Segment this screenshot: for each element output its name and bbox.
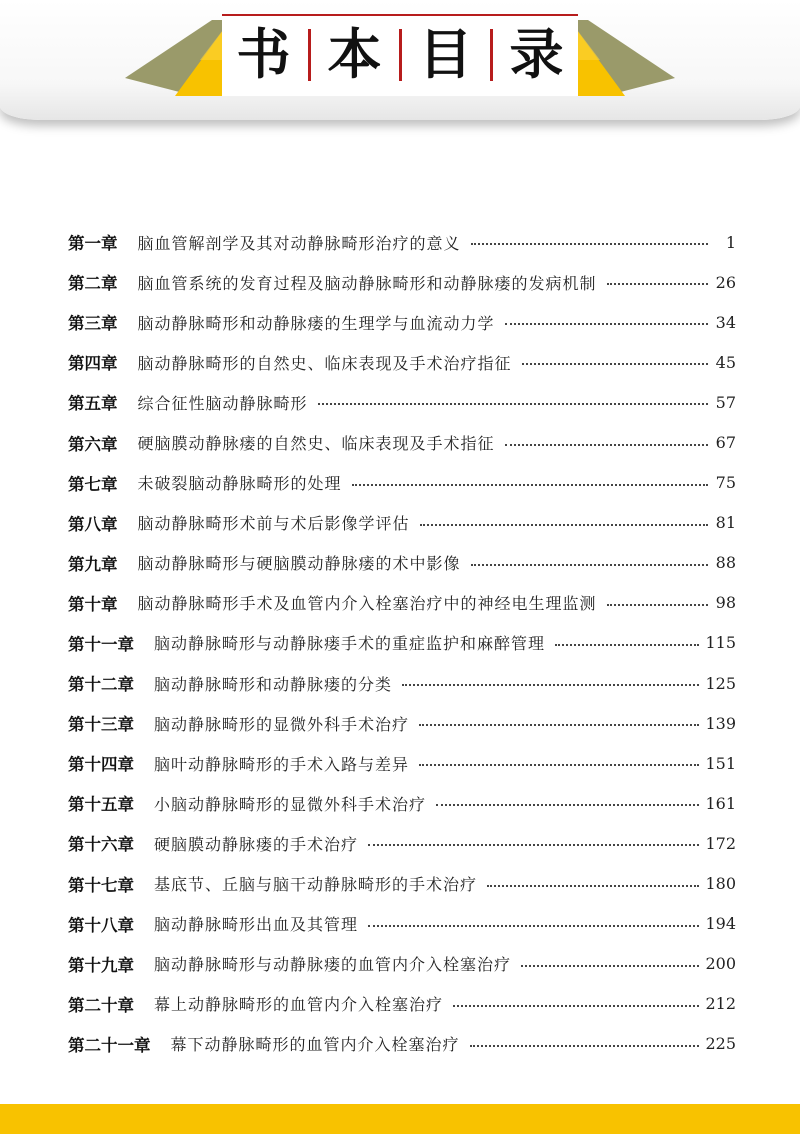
toc-entry (68, 342, 736, 382)
page-number: 75 (715, 473, 736, 493)
chapter-title: 综合征性脑动静脉畸形 (137, 393, 308, 413)
dot-leader (436, 804, 699, 806)
dot-leader (471, 564, 708, 566)
chapter-label: 第二章 (68, 274, 118, 294)
dot-leader (470, 1045, 700, 1047)
dot-leader (487, 885, 699, 887)
dot-leader (522, 363, 708, 365)
page-number: 151 (705, 753, 736, 773)
chapter-label: 第十一章 (68, 634, 134, 654)
chapter-title: 脑叶动静脉畸形的手术入路与差异 (154, 754, 410, 774)
chapter-title: 硬脑膜动静脉瘘的自然史、临床表现及手术指征 (137, 434, 495, 454)
chapter-label: 第十五章 (68, 795, 134, 815)
chapter-title: 脑血管解剖学及其对动静脉畸形治疗的意义 (137, 233, 461, 253)
chapter-title: 脑动静脉畸形手术及血管内介入栓塞治疗中的神经电生理监测 (137, 594, 597, 614)
page-number: 88 (715, 553, 736, 573)
toc-entry (68, 703, 736, 743)
chapter-label: 第十四章 (68, 755, 134, 775)
dot-leader (505, 323, 708, 325)
footer-band (0, 1104, 800, 1134)
page-number: 34 (715, 312, 736, 332)
chapter-title: 基底节、丘脑与脑干动静脉畸形的手术治疗 (154, 875, 478, 895)
dot-leader (368, 925, 699, 927)
toc-entry (68, 302, 736, 342)
dot-leader (419, 764, 699, 766)
dot-leader (555, 644, 699, 646)
toc-entry (68, 262, 736, 302)
page-number: 115 (705, 633, 736, 653)
page-number: 225 (705, 1034, 736, 1054)
toc-entry (68, 463, 736, 503)
dot-leader (368, 844, 699, 846)
chapter-label: 第十六章 (68, 835, 134, 855)
page-title (0, 14, 800, 96)
dot-leader (419, 724, 699, 726)
chapter-label: 第六章 (68, 434, 118, 454)
dot-leader (420, 524, 708, 526)
toc-entry (68, 864, 736, 904)
toc-entry (68, 783, 736, 823)
title-separator (308, 29, 311, 81)
page-number: 212 (705, 994, 736, 1014)
page-number: 200 (705, 954, 736, 974)
chapter-title: 幕下动静脉畸形的血管内介入栓塞治疗 (170, 1035, 460, 1055)
chapter-title: 脑动静脉畸形的显微外科手术治疗 (154, 714, 410, 734)
page-number: 194 (705, 914, 736, 934)
chapter-title: 小脑动静脉畸形的显微外科手术治疗 (154, 794, 427, 814)
chapter-label: 第二十章 (68, 995, 134, 1015)
toc-entry (68, 422, 736, 462)
toc-entry (68, 1024, 736, 1064)
chapter-title: 脑动静脉畸形出血及其管理 (154, 915, 359, 935)
chapter-title: 脑动静脉畸形与硬脑膜动静脉瘘的术中影像 (137, 554, 461, 574)
chapter-label: 第四章 (68, 354, 118, 374)
chapter-label: 第十三章 (68, 715, 134, 735)
title-char: 录 (509, 23, 564, 86)
page-number: 125 (705, 673, 736, 693)
page-number: 57 (715, 392, 736, 412)
chapter-title: 脑动静脉畸形与动静脉瘘手术的重症监护和麻醉管理 (154, 634, 546, 654)
dot-leader (505, 444, 708, 446)
page-number: 98 (715, 593, 736, 613)
dot-leader (607, 283, 708, 285)
page-number: 81 (715, 513, 736, 533)
chapter-label: 第五章 (68, 394, 118, 414)
toc-entry (68, 503, 736, 543)
page-number: 26 (715, 272, 736, 292)
chapter-title: 未破裂脑动静脉畸形的处理 (137, 474, 342, 494)
toc-entry (68, 583, 736, 623)
dot-leader (453, 1005, 699, 1007)
dot-leader (521, 965, 699, 967)
chapter-title: 脑动静脉畸形的自然史、临床表现及手术治疗指征 (137, 353, 512, 373)
chapter-label: 第九章 (68, 554, 118, 574)
title-separator (490, 29, 493, 81)
dot-leader (352, 484, 708, 486)
chapter-label: 第七章 (68, 474, 118, 494)
toc-entry (68, 222, 736, 262)
chapter-label: 第一章 (68, 234, 118, 254)
table-of-contents (68, 222, 736, 1064)
chapter-title: 幕上动静脉畸形的血管内介入栓塞治疗 (154, 995, 444, 1015)
page-number: 180 (705, 874, 736, 894)
page-number: 1 (725, 232, 736, 252)
dot-leader (471, 243, 708, 245)
toc-entry (68, 382, 736, 422)
dot-leader (402, 684, 699, 686)
toc-entry (68, 904, 736, 944)
chapter-label: 第十章 (68, 594, 118, 614)
chapter-title: 脑血管系统的发育过程及脑动静脉畸形和动静脉瘘的发病机制 (137, 273, 597, 293)
chapter-title: 硬脑膜动静脉瘘的手术治疗 (154, 834, 359, 854)
toc-entry (68, 944, 736, 984)
chapter-title: 脑动静脉畸形和动静脉瘘的分类 (154, 674, 393, 694)
page-number: 67 (715, 433, 736, 453)
dot-leader (607, 604, 708, 606)
toc-entry (68, 623, 736, 663)
chapter-label: 第十二章 (68, 675, 134, 695)
page-number: 161 (705, 793, 736, 813)
page-number: 139 (705, 713, 736, 733)
title-char: 书 (236, 23, 291, 86)
chapter-title: 脑动静脉畸形术前与术后影像学评估 (137, 514, 410, 534)
chapter-label: 第三章 (68, 314, 118, 334)
chapter-title: 脑动静脉畸形和动静脉瘘的生理学与血流动力学 (137, 313, 495, 333)
toc-entry (68, 823, 736, 863)
title-char: 本 (327, 23, 382, 86)
title-separator (399, 29, 402, 81)
chapter-label: 第十七章 (68, 875, 134, 895)
chapter-label: 第十九章 (68, 955, 134, 975)
toc-entry (68, 984, 736, 1024)
page-number: 45 (715, 352, 736, 372)
toc-entry (68, 663, 736, 703)
title-char: 目 (418, 23, 473, 86)
toc-entry (68, 543, 736, 583)
dot-leader (318, 403, 708, 405)
toc-entry (68, 743, 736, 783)
chapter-label: 第八章 (68, 514, 118, 534)
chapter-label: 第二十一章 (68, 1035, 151, 1055)
chapter-title: 脑动静脉畸形与动静脉瘘的血管内介入栓塞治疗 (154, 955, 512, 975)
chapter-label: 第十八章 (68, 915, 134, 935)
page-number: 172 (705, 833, 736, 853)
